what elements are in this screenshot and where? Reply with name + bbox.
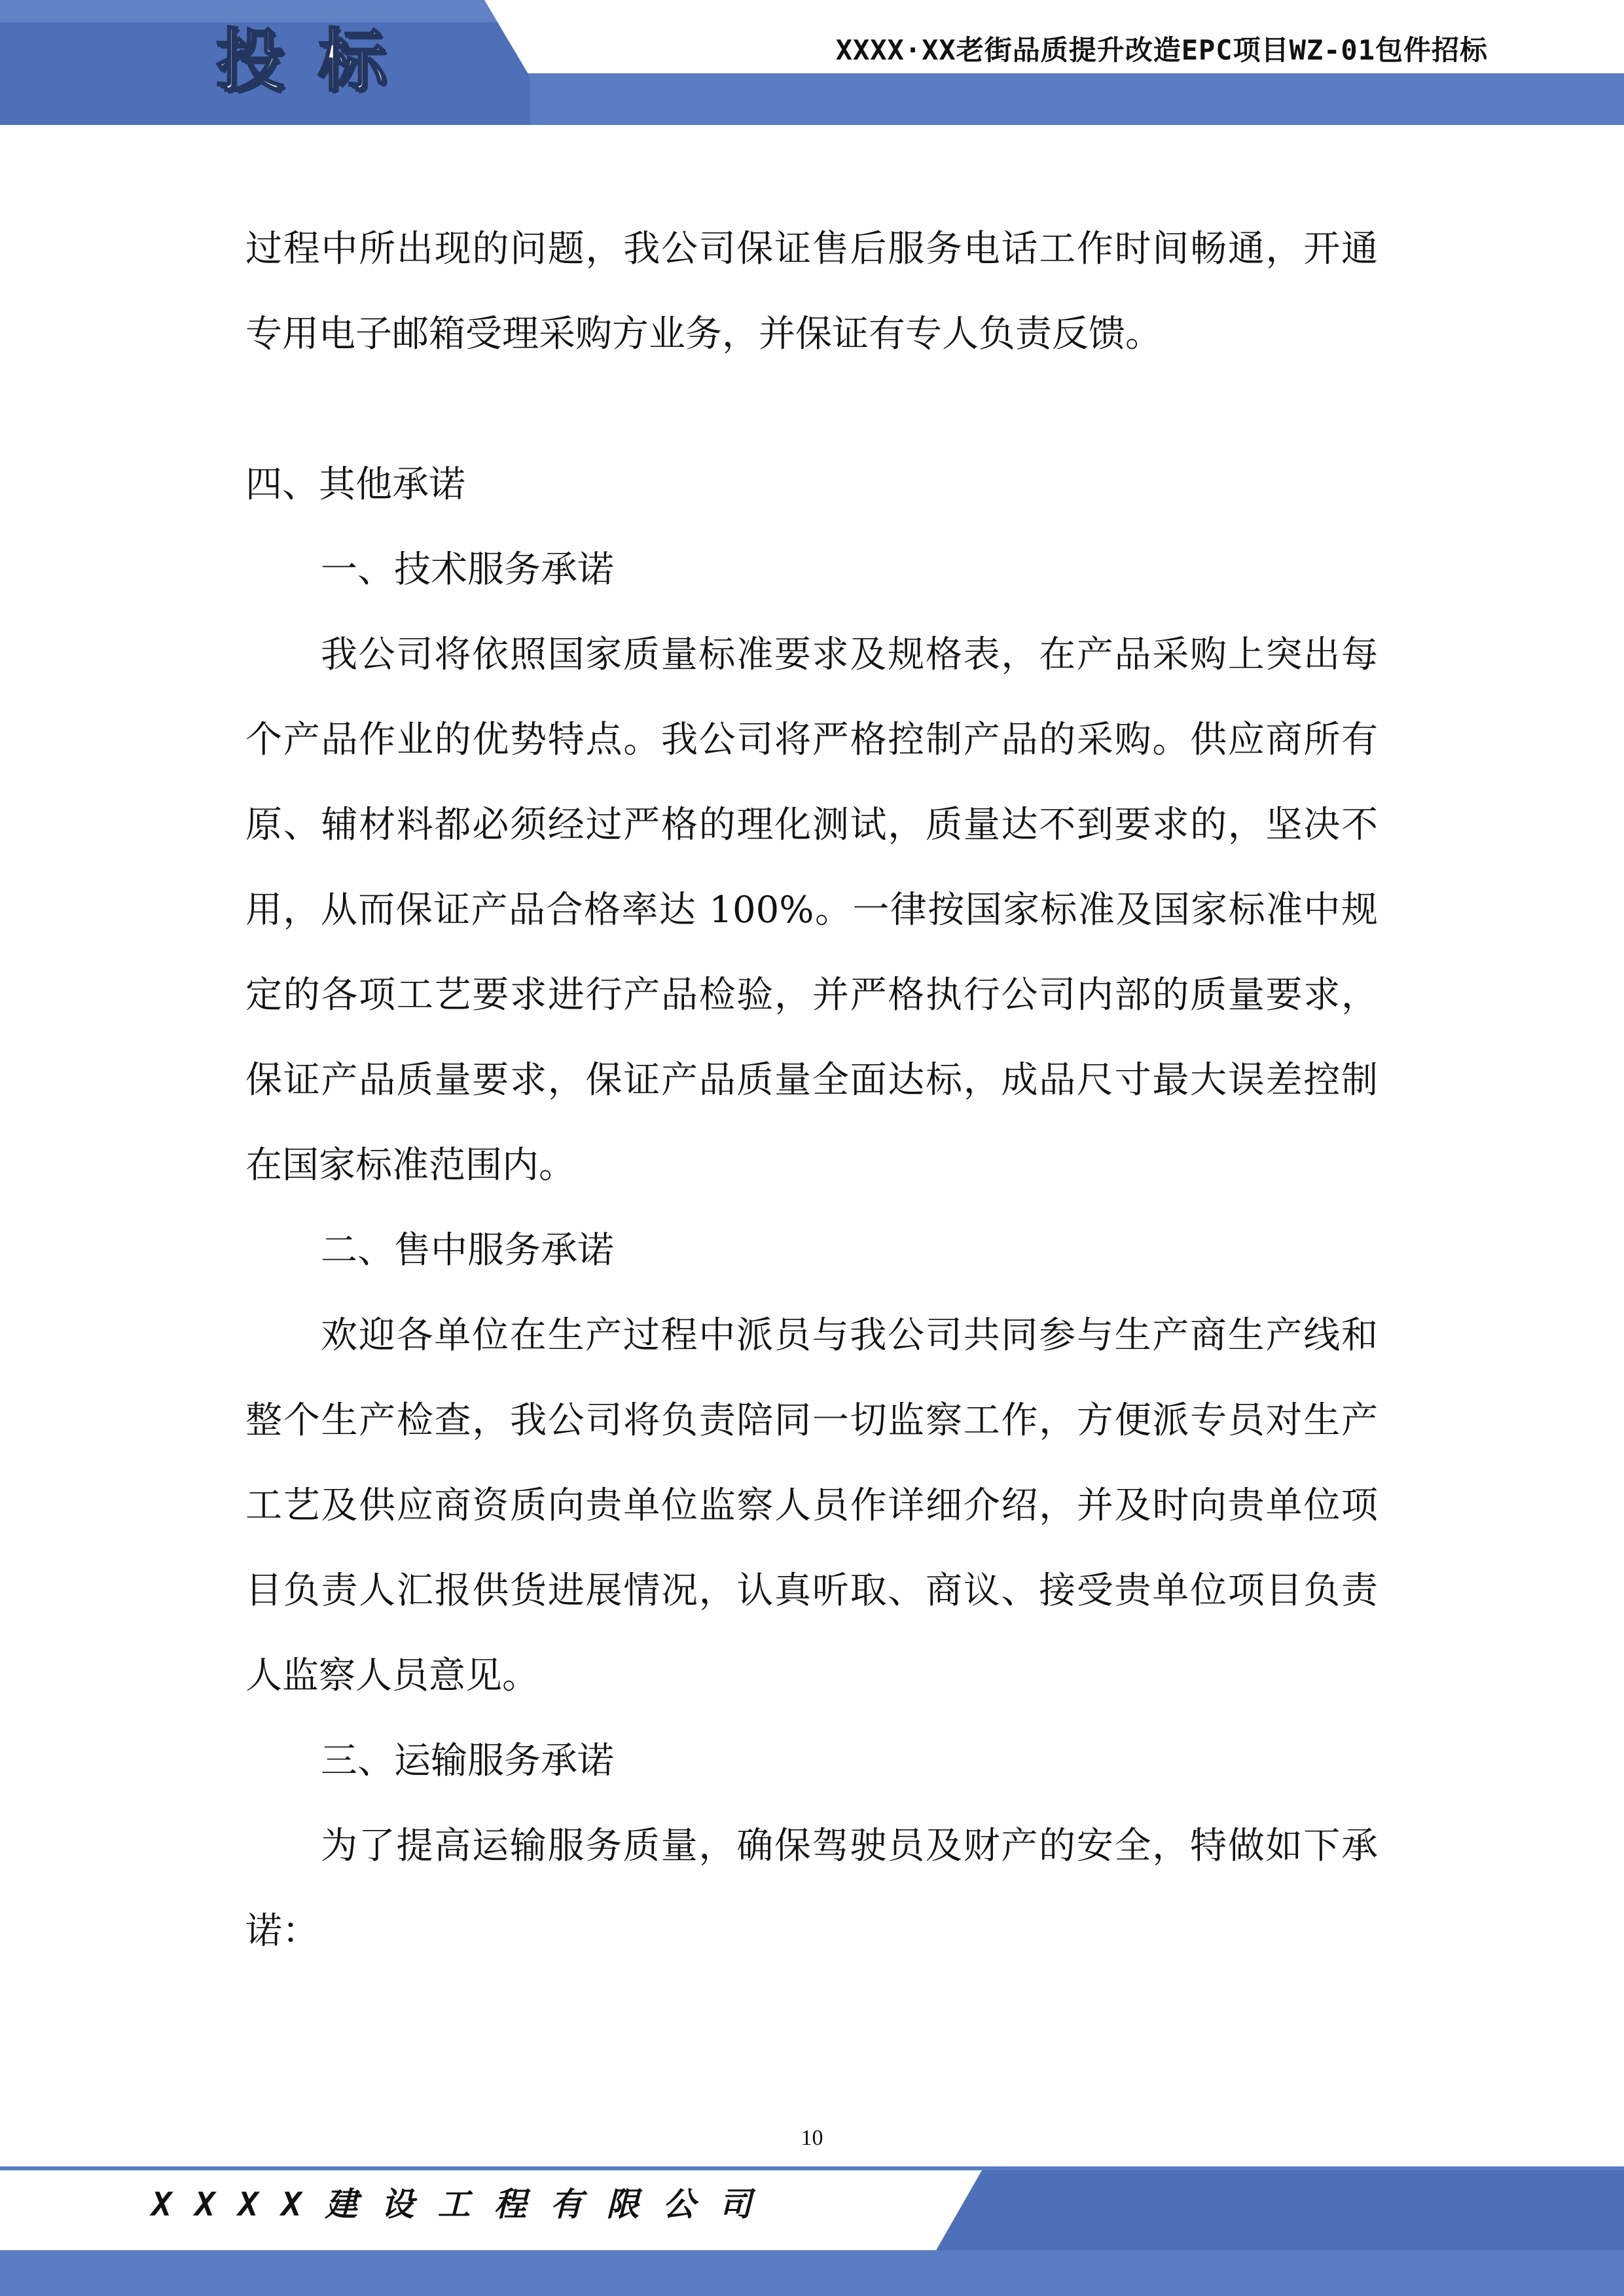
subheading-in-sale-service: 二、售中服务承诺 [321,1229,614,1272]
footer-rule [0,2166,1624,2170]
page-number: 10 [801,2126,823,2150]
subheading-transport-service: 三、运输服务承诺 [321,1740,614,1782]
subheading-technical-service: 一、技术服务承诺 [321,548,614,591]
paragraph-in-sale-service: 欢迎各单位在生产过程中派员与我公司共同参与生产商生产线和整个生产检查，我公司将负责陪同一切监察工作，方便派专员对生产工艺及供应商资质向贵单位监察人员作详细介绍，并及时向贵单位项目负责人汇报供货进展情况，认真听取、商议、接受贵单位项目负责人监察人员意见。 [245,1314,1378,1697]
header-badge: 投标 [216,21,421,101]
footer-band [0,2250,1624,2296]
paragraph-technical-service: 我公司将依照国家质量标准要求及规格表，在产品采购上突出每个产品作业的优势特点。我公司将严格控制产品的采购。供应商所有原、辅材料都必须经过严格的理化测试，质量达不到要求的，坚决不用，从而保证产品合格率达 100%。一律按国家标准及国家标准中规定的各项工艺要求进行产品检验，并严格执行公司内部的质量要求，保证产品质量要求，保证产品质量全面达标，成品尺寸最大误差控制在国家标准范围内。 [245,634,1378,1187]
document-body [245,207,1378,1974]
paragraph-transport-service: 为了提高运输服务质量，确保驾驶员及财产的安全，特做如下承诺： [245,1825,1378,1952]
section-heading-4: 四、其他承诺 [245,463,465,506]
footer-company-name: XXXX建设工程有限公司 [152,2185,776,2223]
paragraph-continued: 过程中所出现的问题，我公司保证售后服务电话工作时间畅通，开通专用电子邮箱受理采购方业务，并保证有专人负责反馈。 [245,228,1378,355]
section-gap [245,377,1378,442]
header-title: XXXX·XX老街品质提升改造EPC项目WZ-01包件招标 [835,34,1488,66]
